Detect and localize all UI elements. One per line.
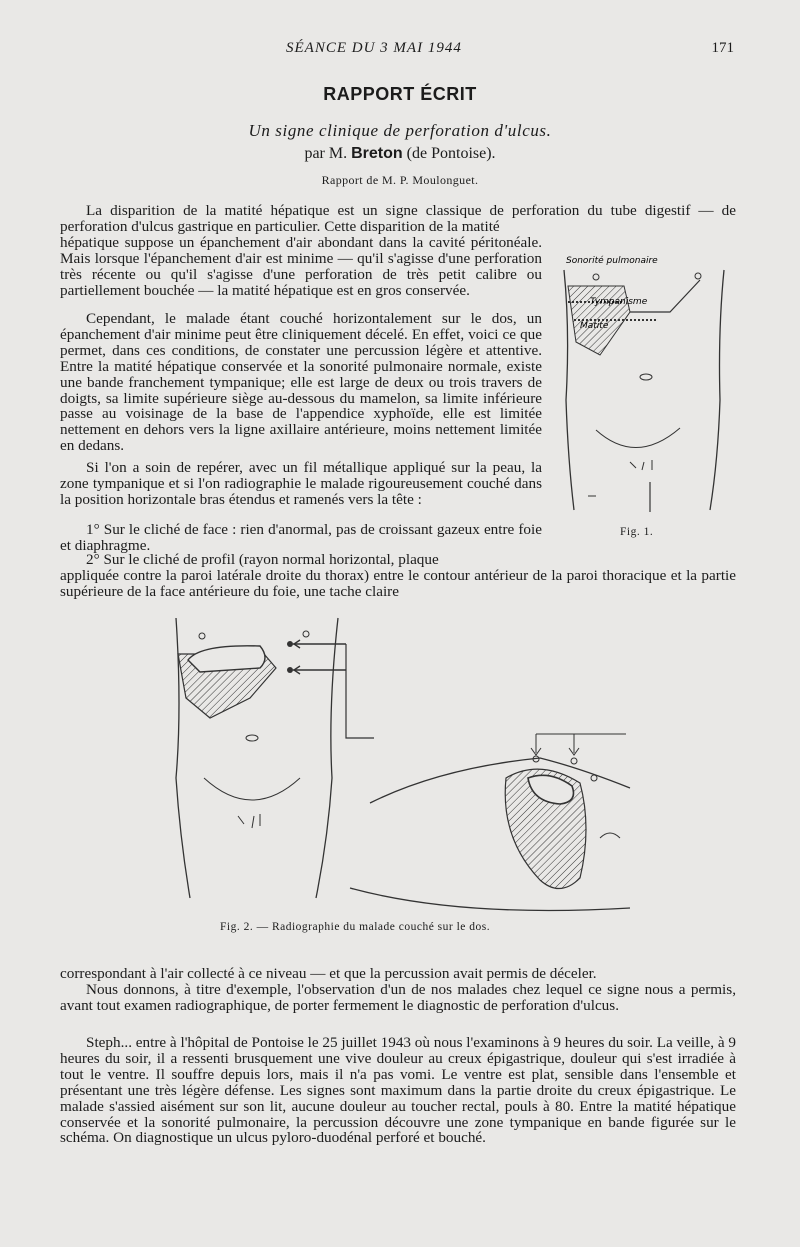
paragraph-observation: Steph... entre à l'hôpital de Pontoise le 25 juillet 1943 où nous l'examinons à 9 heures du soir. La veille, à 9 heures du soir, il a ressenti brusquement une vive douleur au creux épigastrique, douleur qui s'est irradiée à tout le ventre. Il souffre depuis lors, mais il n'a pas vomi. Le ventre est plat, sensible dans l'ensemble et présentant une très légère défense. Les signes sont maximum dans la partie droite du creux épigastrique. Le malade s'assied aisément sur son lit, aucune douleur au toucher rectal, pouls à 80. Entre la matité hépatique conservée et la sonorité pulmonaire, la percussion découvre une zone tympanique en bande figurée sur le schéma. On diagnostique un ulcus pyloro-duodénal perforé et bouché. (60, 1034, 736, 1147)
figure-2-caption: Fig. 2. — Radiographie du malade couché sur le dos. (220, 921, 491, 933)
paragraph-item1: 1° Sur le cliché de face : rien d'anormal, pas de croissant gazeux entre foie et diaphragme. (60, 521, 542, 554)
byline-prefix: par M. (304, 145, 348, 162)
figure-1-caption: Fig. 1. (620, 526, 654, 538)
paragraph-si-lon: Si l'on a soin de repérer, avec un fil métallique appliqué sur la peau, la zone tympanique et si l'on radiographie le malade rigoureusement couché dans la position horizontale bras étendus et ramenés vers la tête : (60, 459, 542, 508)
label-sonorite: Sonorité pulmonaire (566, 256, 658, 266)
label-matite: Matité (580, 321, 609, 331)
paragraph-cependant: Cependant, le malade étant couché horizontalement sur le dos, un épanchement d'air minime peut être cliniquement décelé. En effet, voici ce que permet, dans ces conditions, de constater une percussion légère et attentive. Entre la matité hépatique conservée et la sonorité pulmonaire normale, existe une bande franchement tympanique; elle est large de deux ou trois travers de doigts, sa limite supérieure siège au-dessous du mamelon, sa limite inférieure passe au voisinage de la base de l'appendice xyphoïde, elle est limitée nettement en dehors vers la ligne axillaire antérieure, moins nettement limitée en dedans. (60, 310, 542, 455)
section-heading: RAPPORT ÉCRIT (323, 84, 477, 104)
paragraph-intro-side: hépatique suppose un épanchement d'air abondant dans la cavité péritonéale. Mais lorsque l'épanchement d'air est minime — qu'il s'agisse d'une perforation très récente ou qu'il s'agisse d'une perforation de très petit calibre ou partiellement bouchée — la matité hépatique est en gros conservée. (60, 234, 542, 299)
paragraph-intro-top: La disparition de la matité hépatique est un signe classique de perforation du tube digestif — de perforation d'ulcus gastrique en particulier. Cette disparition de la matité (60, 202, 736, 235)
figure-1-drawing (560, 250, 736, 540)
running-head (0, 40, 800, 60)
figure-1 (560, 250, 736, 540)
running-head-title: SÉANCE DU 3 MAI 1944 (286, 40, 462, 56)
paragraph-correspondant: correspondant à l'air collecté à ce niveau — et que la percussion avait permis de déceler. (60, 965, 597, 982)
figure-2 (160, 618, 640, 936)
paragraph-item2-full: appliquée contre la paroi latérale droite du thorax) entre le contour antérieur de la paroi thoracique et la partie supérieure de la face antérieure du foie, une tache claire (60, 567, 736, 600)
rapporteur-line: Rapport de M. P. Moulonguet. (321, 173, 479, 187)
figure-2-drawing (160, 618, 640, 918)
label-tympanisme: Tympanisme (590, 297, 648, 307)
author-affiliation: (de Pontoise). (406, 145, 496, 162)
paragraph-nous-donnons: Nous donnons, à titre d'exemple, l'observation d'un de nos malades chez lequel ce signe nous a permis, avant tout examen radiographique, de porter fermement le diagnostic de perforation d'ulcus. (60, 981, 736, 1014)
article-title: Un signe clinique de perforation d'ulcus. (248, 121, 552, 140)
paragraph-item2-side: 2° Sur le cliché de profil (rayon normal horizontal, plaque (86, 551, 439, 568)
byline (0, 145, 800, 163)
author-name: Breton (351, 145, 403, 162)
page-number: 171 (711, 40, 734, 56)
